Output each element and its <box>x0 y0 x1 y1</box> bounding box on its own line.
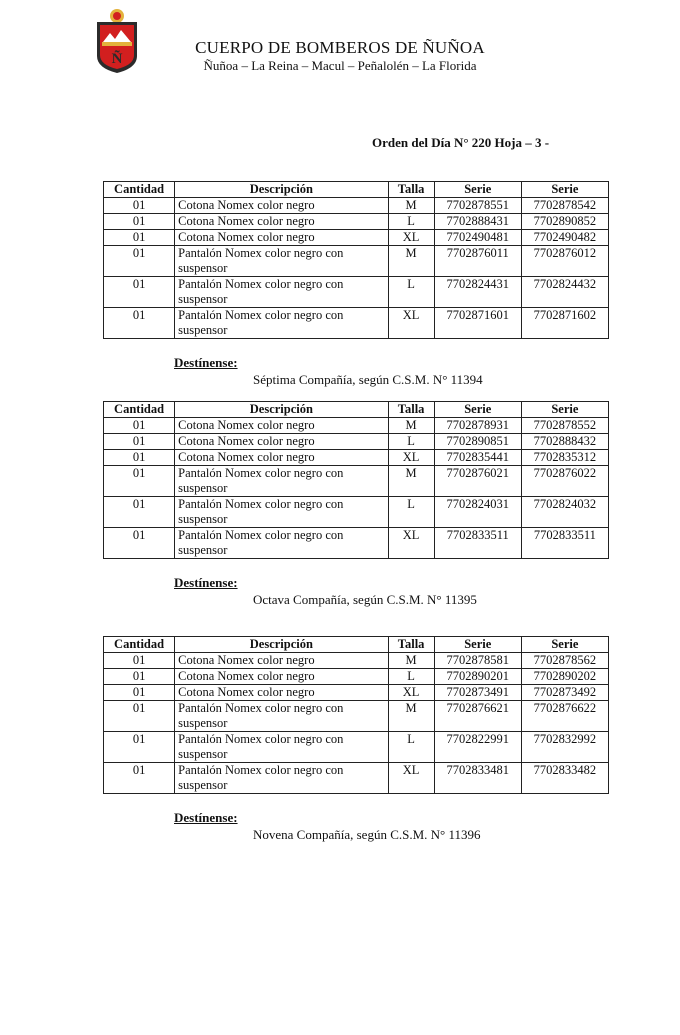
cell-quantity: 01 <box>104 246 175 277</box>
table-row <box>104 277 609 308</box>
cell-quantity: 01 <box>104 308 175 339</box>
cell-quantity: 01 <box>104 653 175 669</box>
cell-size: L <box>388 497 434 528</box>
cell-size: XL <box>388 308 434 339</box>
cell-serial-2: 7702871602 <box>521 308 608 339</box>
header-size: Talla <box>388 182 434 198</box>
cell-serial-1: 7702888431 <box>434 214 521 230</box>
items-table-1 <box>103 181 609 339</box>
cell-size: XL <box>388 230 434 246</box>
table-row <box>104 653 609 669</box>
header-quantity: Cantidad <box>104 182 175 198</box>
order-of-day-line: Orden del Día N° 220 Hoja – 3 - <box>372 135 550 150</box>
cell-size: M <box>388 418 434 434</box>
cell-serial-2: 7702873492 <box>521 685 608 701</box>
destination-text: Novena Compañía, según C.S.M. N° 11396 <box>253 827 481 842</box>
cell-serial-1: 7702824031 <box>434 497 521 528</box>
cell-size: L <box>388 732 434 763</box>
crest-letter: Ñ <box>111 51 123 67</box>
cell-description: Pantalón Nomex color negro con suspensor <box>175 246 388 277</box>
table-row <box>104 198 609 214</box>
cell-quantity: 01 <box>104 434 175 450</box>
cell-description: Cotona Nomex color negro <box>175 214 388 230</box>
cell-size: M <box>388 701 434 732</box>
header-quantity: Cantidad <box>104 637 175 653</box>
cell-serial-1: 7702876011 <box>434 246 521 277</box>
cell-quantity: 01 <box>104 450 175 466</box>
cell-serial-1: 7702835441 <box>434 450 521 466</box>
cell-quantity: 01 <box>104 466 175 497</box>
cell-quantity: 01 <box>104 528 175 559</box>
fire-department-crest-logo <box>95 8 139 74</box>
cell-quantity: 01 <box>104 669 175 685</box>
cell-size: XL <box>388 685 434 701</box>
cell-serial-1: 7702822991 <box>434 732 521 763</box>
header-serial-2: Serie <box>521 402 608 418</box>
cell-serial-2: 7702833511 <box>521 528 608 559</box>
cell-quantity: 01 <box>104 763 175 794</box>
cell-size: XL <box>388 763 434 794</box>
cell-serial-2: 7702835312 <box>521 450 608 466</box>
cell-quantity: 01 <box>104 685 175 701</box>
cell-description: Pantalón Nomex color negro con suspensor <box>175 497 388 528</box>
cell-serial-2: 7702876012 <box>521 246 608 277</box>
cell-quantity: 01 <box>104 701 175 732</box>
table-row <box>104 732 609 763</box>
cell-description: Cotona Nomex color negro <box>175 653 388 669</box>
cell-quantity: 01 <box>104 214 175 230</box>
cell-serial-1: 7702824431 <box>434 277 521 308</box>
cell-quantity: 01 <box>104 198 175 214</box>
header-size: Talla <box>388 637 434 653</box>
cell-serial-2: 7702490482 <box>521 230 608 246</box>
table-row <box>104 466 609 497</box>
cell-description: Pantalón Nomex color negro con suspensor <box>175 732 388 763</box>
items-table-3 <box>103 636 609 794</box>
destination-text: Octava Compañía, según C.S.M. N° 11395 <box>253 592 477 607</box>
cell-serial-2: 7702824432 <box>521 277 608 308</box>
cell-size: XL <box>388 450 434 466</box>
cell-size: L <box>388 277 434 308</box>
organization-name: CUERPO DE BOMBEROS DE ÑUÑOA <box>195 38 485 57</box>
table-row <box>104 418 609 434</box>
cell-description: Pantalón Nomex color negro con suspensor <box>175 763 388 794</box>
destination-label: Destínense: <box>174 355 238 370</box>
cell-quantity: 01 <box>104 277 175 308</box>
cell-description: Cotona Nomex color negro <box>175 450 388 466</box>
cell-serial-2: 7702878552 <box>521 418 608 434</box>
table-row <box>104 434 609 450</box>
table-row <box>104 497 609 528</box>
cell-size: L <box>388 434 434 450</box>
cell-serial-1: 7702876621 <box>434 701 521 732</box>
items-table-2 <box>103 401 609 559</box>
cell-quantity: 01 <box>104 732 175 763</box>
cell-description: Cotona Nomex color negro <box>175 685 388 701</box>
table-row <box>104 450 609 466</box>
header-serial-2: Serie <box>521 637 608 653</box>
table-header-row <box>104 402 609 418</box>
header-size: Talla <box>388 402 434 418</box>
cell-serial-1: 7702890201 <box>434 669 521 685</box>
cell-size: M <box>388 246 434 277</box>
cell-size: M <box>388 653 434 669</box>
cell-serial-2: 7702890202 <box>521 669 608 685</box>
header-serial-1: Serie <box>434 637 521 653</box>
cell-quantity: 01 <box>104 230 175 246</box>
cell-quantity: 01 <box>104 497 175 528</box>
cell-serial-1: 7702873491 <box>434 685 521 701</box>
destination-label: Destínense: <box>174 575 238 590</box>
cell-serial-2: 7702878562 <box>521 653 608 669</box>
cell-serial-1: 7702876021 <box>434 466 521 497</box>
cell-serial-1: 7702878581 <box>434 653 521 669</box>
cell-size: M <box>388 198 434 214</box>
header-serial-1: Serie <box>434 402 521 418</box>
cell-description: Pantalón Nomex color negro con suspensor <box>175 528 388 559</box>
communes-subtitle: Ñuñoa – La Reina – Macul – Peñalolén – La Florida <box>203 58 477 73</box>
table-row <box>104 763 609 794</box>
table-row <box>104 528 609 559</box>
cell-serial-2: 7702876022 <box>521 466 608 497</box>
cell-serial-2: 7702876622 <box>521 701 608 732</box>
table-row <box>104 246 609 277</box>
cell-serial-1: 7702490481 <box>434 230 521 246</box>
cell-serial-1: 7702878931 <box>434 418 521 434</box>
cell-size: L <box>388 669 434 685</box>
cell-serial-1: 7702871601 <box>434 308 521 339</box>
cell-size: L <box>388 214 434 230</box>
header-description: Descripción <box>175 402 388 418</box>
table-header-row <box>104 182 609 198</box>
cell-description: Cotona Nomex color negro <box>175 669 388 685</box>
cell-description: Cotona Nomex color negro <box>175 418 388 434</box>
header-serial-1: Serie <box>434 182 521 198</box>
cell-description: Cotona Nomex color negro <box>175 434 388 450</box>
cell-serial-1: 7702890851 <box>434 434 521 450</box>
destination-text: Séptima Compañía, según C.S.M. N° 11394 <box>253 372 483 387</box>
cell-size: XL <box>388 528 434 559</box>
cell-size: M <box>388 466 434 497</box>
header-description: Descripción <box>175 637 388 653</box>
cell-serial-2: 7702878542 <box>521 198 608 214</box>
cell-serial-2: 7702833482 <box>521 763 608 794</box>
table-row <box>104 669 609 685</box>
table-row <box>104 685 609 701</box>
cell-serial-2: 7702890852 <box>521 214 608 230</box>
cell-serial-1: 7702878551 <box>434 198 521 214</box>
cell-serial-1: 7702833511 <box>434 528 521 559</box>
header-description: Descripción <box>175 182 388 198</box>
header-quantity: Cantidad <box>104 402 175 418</box>
cell-serial-2: 7702832992 <box>521 732 608 763</box>
cell-serial-2: 7702888432 <box>521 434 608 450</box>
table-row <box>104 701 609 732</box>
table-row <box>104 214 609 230</box>
table-row <box>104 308 609 339</box>
table-header-row <box>104 637 609 653</box>
cell-description: Pantalón Nomex color negro con suspensor <box>175 308 388 339</box>
cell-description: Pantalón Nomex color negro con suspensor <box>175 277 388 308</box>
cell-quantity: 01 <box>104 418 175 434</box>
destination-label: Destínense: <box>174 810 238 825</box>
cell-description: Cotona Nomex color negro <box>175 198 388 214</box>
cell-description: Pantalón Nomex color negro con suspensor <box>175 466 388 497</box>
cell-description: Pantalón Nomex color negro con suspensor <box>175 701 388 732</box>
header-serial-2: Serie <box>521 182 608 198</box>
table-row <box>104 230 609 246</box>
cell-serial-1: 7702833481 <box>434 763 521 794</box>
cell-serial-2: 7702824032 <box>521 497 608 528</box>
cell-description: Cotona Nomex color negro <box>175 230 388 246</box>
